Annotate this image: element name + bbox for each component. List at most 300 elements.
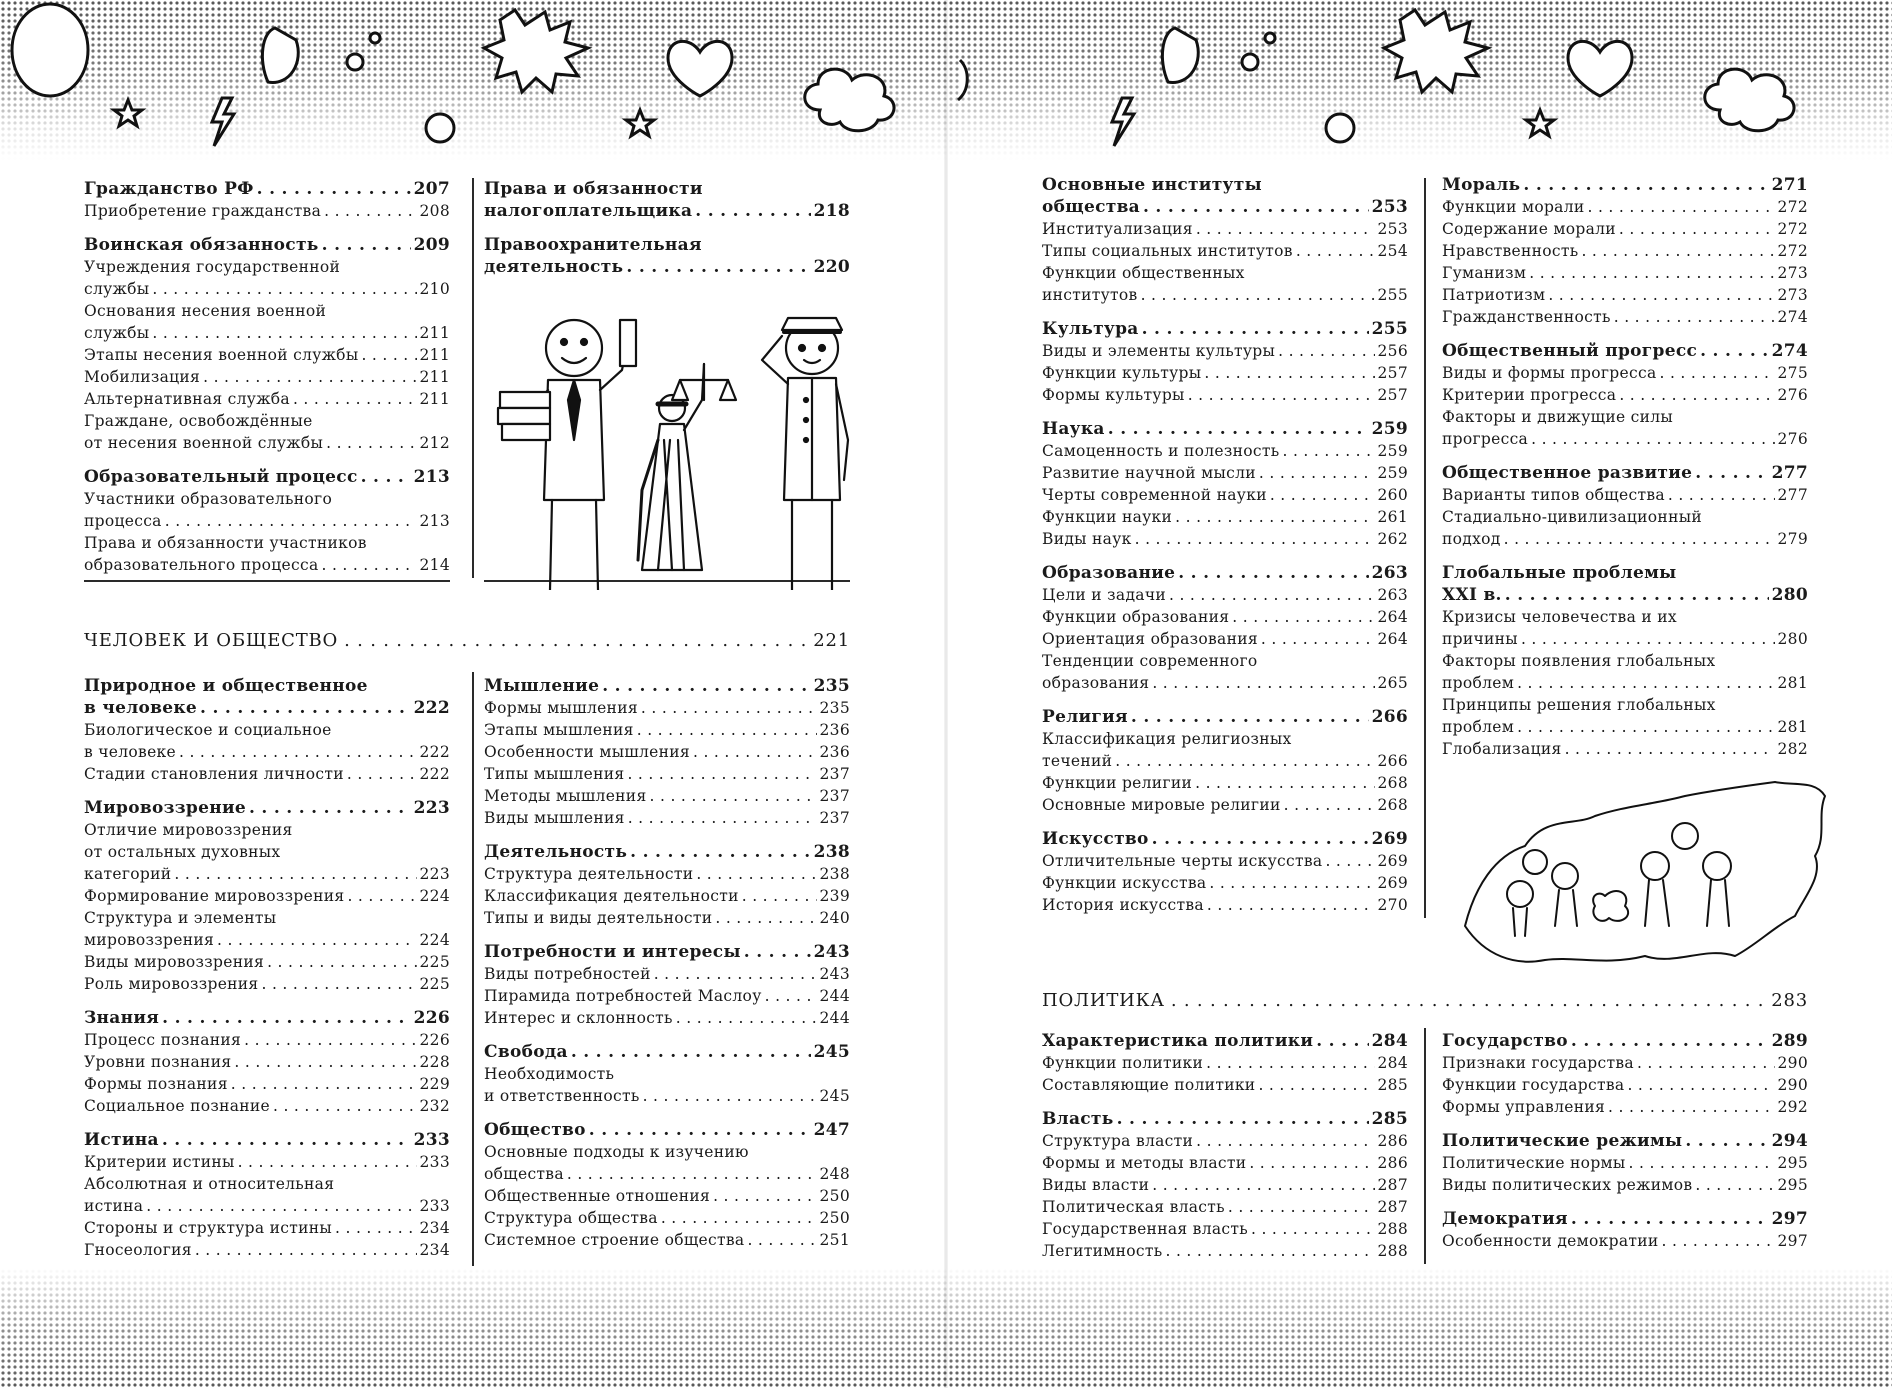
entry-page: 240 (819, 909, 850, 927)
entry-page: 245 (819, 1087, 850, 1105)
entry-page: 259 (1371, 419, 1408, 439)
entry-page: 285 (1371, 1109, 1408, 1129)
toc-entry[interactable] (484, 719, 850, 741)
toc-entry[interactable] (84, 388, 450, 410)
toc-entry[interactable] (484, 1207, 850, 1229)
toc-heading-entry[interactable] (1442, 1208, 1808, 1230)
toc-section (484, 941, 850, 1029)
toc-entry[interactable] (1442, 362, 1808, 384)
entry-page: 233 (419, 1153, 450, 1171)
entry-page: 224 (419, 887, 450, 905)
dot-leader (1700, 340, 1768, 362)
toc-entry[interactable] (1442, 218, 1808, 240)
toc-entry[interactable] (84, 200, 450, 222)
toc-entry[interactable] (1042, 1074, 1408, 1096)
dot-leader (1209, 872, 1374, 894)
entry-page: 288 (1377, 1220, 1408, 1238)
dot-leader (1695, 1174, 1774, 1196)
toc-entry[interactable] (84, 885, 450, 907)
entry-page: 288 (1377, 1242, 1408, 1260)
dot-leader (765, 985, 817, 1007)
toc-entry[interactable] (484, 907, 850, 929)
dot-leader (628, 807, 817, 829)
toc-heading-entry[interactable] (1442, 1030, 1808, 1052)
entry-page: 220 (813, 257, 850, 277)
toc-heading-entry[interactable] (1042, 562, 1408, 584)
toc-entry[interactable] (1042, 528, 1408, 550)
toc-entry[interactable] (84, 741, 450, 763)
entry-title: образовательного процесса (84, 556, 319, 574)
star-doodle (626, 110, 654, 136)
toc-entry-line: Факторы появления глобальных (1442, 652, 1716, 670)
toc-entry[interactable] (1042, 850, 1408, 872)
entry-page: 292 (1777, 1098, 1808, 1116)
entry-page: 233 (413, 1130, 450, 1150)
dot-leader (1196, 218, 1375, 240)
entry-page: 286 (1377, 1154, 1408, 1172)
entry-title: Типы мышления (484, 765, 625, 783)
entry-title: Приобретение гражданства (84, 202, 322, 220)
dot-leader (1206, 1052, 1374, 1074)
toc-heading-entry[interactable] (1442, 584, 1808, 606)
entry-page: 280 (1771, 585, 1808, 605)
dot-leader (1251, 1218, 1375, 1240)
entry-title: Виды наук (1042, 530, 1132, 548)
toc-entry[interactable] (1042, 362, 1408, 384)
toc-entry[interactable] (84, 951, 450, 973)
toc-heading-entry[interactable] (484, 675, 850, 697)
toc-entry[interactable] (484, 807, 850, 829)
toc-heading-entry[interactable] (84, 697, 450, 719)
entry-page: 276 (1777, 386, 1808, 404)
toc-entry[interactable] (1442, 384, 1808, 406)
entry-title: Отличительные черты искусства (1042, 852, 1323, 870)
entry-page: 286 (1377, 1132, 1408, 1150)
toc-section (1042, 1030, 1408, 1096)
toc-entry[interactable] (1042, 1174, 1408, 1196)
toc-section (484, 841, 850, 929)
servant-head (546, 320, 602, 376)
dot-leader (1175, 506, 1374, 528)
entry-page: 238 (813, 842, 850, 862)
dot-leader (1517, 716, 1774, 738)
dot-leader (1325, 850, 1374, 872)
toc-entry[interactable] (1442, 716, 1808, 738)
toc-section (1042, 1108, 1408, 1262)
toc-heading-entry[interactable] (1042, 1030, 1408, 1052)
dot-leader (1296, 240, 1375, 262)
entry-title: Формирование мировоззрения (84, 887, 345, 905)
toc-entry[interactable] (1442, 196, 1808, 218)
entry-title: Методы мышления (484, 787, 647, 805)
entry-page: 259 (1377, 464, 1408, 482)
toc-heading-entry[interactable] (84, 178, 450, 200)
toc-entry[interactable] (484, 963, 850, 985)
entry-title: от несения военной службы (84, 434, 324, 452)
toc-entry[interactable] (1042, 440, 1408, 462)
toc-entry[interactable] (484, 1085, 850, 1107)
entry-title: Составляющие политики (1042, 1076, 1256, 1094)
entry-page: 207 (413, 179, 450, 199)
entry-page: 209 (413, 235, 450, 255)
entry-page: 245 (813, 1042, 850, 1062)
toc-entry[interactable] (1442, 1096, 1808, 1118)
toc-heading-entry[interactable] (1042, 196, 1408, 218)
part-heading-politics[interactable] (1042, 990, 1808, 1011)
toc-entry[interactable] (1442, 738, 1808, 760)
toc-heading-entry[interactable] (484, 1041, 850, 1063)
toc-entry[interactable] (84, 510, 450, 532)
entry-title: Институализация (1042, 220, 1193, 238)
toc-entry[interactable] (84, 763, 450, 785)
toc-entry[interactable] (84, 1029, 450, 1051)
toc-section (84, 675, 450, 785)
dot-leader (696, 863, 816, 885)
dot-leader (1188, 384, 1375, 406)
entry-page: 237 (819, 765, 850, 783)
toc-section (484, 675, 850, 829)
entry-title: институтов (1042, 286, 1138, 304)
toc-entry[interactable] (484, 785, 850, 807)
dot-leader (344, 630, 807, 651)
entry-title: Формы мышления (484, 699, 638, 717)
circle-doodle (1242, 54, 1258, 70)
toc-entry[interactable] (484, 741, 850, 763)
toc-heading-entry[interactable] (484, 1119, 850, 1141)
toc-entry[interactable] (484, 1229, 850, 1251)
toc-entry[interactable] (84, 1195, 450, 1217)
entry-page: 282 (1777, 740, 1808, 758)
entry-page: 273 (1777, 264, 1808, 282)
entry-page: 239 (819, 887, 850, 905)
dot-leader (713, 1185, 816, 1207)
toc-heading-entry[interactable] (1042, 418, 1408, 440)
dot-leader (654, 963, 817, 985)
toc-entry[interactable] (1442, 628, 1808, 650)
toc-entry[interactable] (84, 344, 450, 366)
entry-title: Формы познания (84, 1075, 228, 1093)
dot-leader (1108, 418, 1369, 440)
dot-leader (1169, 584, 1374, 606)
toc-entry[interactable] (1442, 672, 1808, 694)
toc-heading-entry[interactable] (1442, 174, 1808, 196)
toc-heading-entry[interactable] (1442, 340, 1808, 362)
entry-title: Формы и методы власти (1042, 1154, 1247, 1172)
part-heading-human-society[interactable] (84, 630, 850, 651)
entry-title: Особенности демократии (1442, 1232, 1659, 1250)
toc-entry[interactable] (84, 1095, 450, 1117)
entry-page: 295 (1777, 1154, 1808, 1172)
toc-entry[interactable] (1442, 240, 1808, 262)
entry-page: 211 (419, 346, 450, 364)
toc-entry-line: Принципы решения глобальных (1442, 696, 1716, 714)
dot-leader (1228, 1196, 1375, 1218)
dot-leader (1581, 240, 1774, 262)
dot-leader (152, 278, 416, 300)
entry-title: Наука (1042, 419, 1105, 439)
toc-entry[interactable] (1442, 1152, 1808, 1174)
toc-heading-entry[interactable] (1042, 828, 1408, 850)
toc-entry[interactable] (1442, 528, 1808, 550)
toc-entry[interactable] (484, 863, 850, 885)
toc-entry[interactable] (1042, 584, 1408, 606)
entry-page: 218 (813, 201, 850, 221)
dot-leader (1270, 484, 1375, 506)
entry-page: 263 (1377, 586, 1408, 604)
toc-section (484, 178, 850, 222)
toc-entry-line: Отличие мировоззрения (84, 821, 293, 839)
toc-entry[interactable] (1442, 284, 1808, 306)
toc-entry[interactable] (1042, 794, 1408, 816)
entry-title: Виды политических режимов (1442, 1176, 1693, 1194)
toc-heading-entry[interactable] (1042, 318, 1408, 340)
dot-leader (1178, 562, 1368, 584)
entry-title: Гражданство РФ (84, 179, 254, 199)
toc-heading-entry[interactable] (484, 941, 850, 963)
toc-heading-entry[interactable] (84, 1007, 450, 1029)
toc-entry[interactable] (84, 554, 450, 576)
entry-title: Ориентация образования (1042, 630, 1258, 648)
toc-entry[interactable] (484, 885, 850, 907)
entry-page: 235 (819, 699, 850, 717)
toc-entry-line: Необходимость (484, 1065, 615, 1083)
part-title: ЧЕЛОВЕК И ОБЩЕСТВО (84, 630, 339, 651)
entry-page: 222 (419, 765, 450, 783)
toc-entry[interactable] (84, 929, 450, 951)
toc-heading-entry[interactable] (484, 841, 850, 863)
entry-title: Системное строение общества (484, 1231, 745, 1249)
toc-heading-entry[interactable] (484, 200, 850, 222)
entry-page: 224 (419, 931, 450, 949)
toc-section (1042, 562, 1408, 694)
toc-entry[interactable] (84, 863, 450, 885)
dot-leader (1565, 738, 1775, 760)
dot-leader (602, 675, 810, 697)
toc-entry[interactable] (484, 697, 850, 719)
dot-leader (693, 741, 817, 763)
entry-page: 272 (1777, 220, 1808, 238)
dot-leader (1196, 1130, 1374, 1152)
entry-title: Деятельность (484, 842, 628, 862)
toc-entry[interactable] (484, 1007, 850, 1029)
dot-leader (1259, 462, 1375, 484)
entry-title: Религия (1042, 707, 1128, 727)
russia-map-children-illustration (1455, 776, 1835, 976)
toc-entry[interactable] (84, 973, 450, 995)
entry-title: Легитимность (1042, 1242, 1163, 1260)
entry-page: 211 (419, 390, 450, 408)
drop-doodle (1162, 28, 1198, 82)
toc-entry[interactable] (1042, 628, 1408, 650)
toc-section (1442, 1208, 1808, 1252)
toc-heading-entry[interactable] (84, 234, 450, 256)
entry-title: общества (1042, 197, 1140, 217)
entry-page: 243 (819, 965, 850, 983)
toc-entry[interactable] (84, 1239, 450, 1261)
dot-leader (249, 797, 411, 819)
toc-entry[interactable] (1042, 462, 1408, 484)
dot-leader (1261, 628, 1375, 650)
toc-entry[interactable] (84, 322, 450, 344)
entry-page: 232 (419, 1097, 450, 1115)
toc-entry[interactable] (84, 432, 450, 454)
entry-page: 226 (413, 1008, 450, 1028)
entry-title: Интерес и склонность (484, 1009, 673, 1027)
entry-title: течений (1042, 752, 1113, 770)
toc-entry[interactable] (484, 1185, 850, 1207)
entry-title: Виды и формы прогресса (1442, 364, 1657, 382)
entry-page: 290 (1777, 1054, 1808, 1072)
dot-leader (195, 1239, 417, 1261)
toc-entry[interactable] (1042, 1196, 1408, 1218)
toc-entry[interactable] (1042, 750, 1408, 772)
dot-leader (200, 697, 411, 719)
toc-entry[interactable] (1042, 872, 1408, 894)
dot-leader (1614, 306, 1775, 328)
entry-page: 274 (1777, 308, 1808, 326)
toc-entry[interactable] (84, 1073, 450, 1095)
entry-title: Функции образования (1042, 608, 1230, 626)
toc-entry[interactable] (1442, 484, 1808, 506)
dot-leader (1517, 672, 1774, 694)
toc-entry[interactable] (84, 1217, 450, 1239)
entry-title: Виды мышления (484, 809, 625, 827)
entry-page: 212 (419, 434, 450, 452)
entry-title: службы (84, 324, 150, 342)
dot-leader (744, 941, 811, 963)
toc-entry[interactable] (84, 366, 450, 388)
entry-title: проблем (1442, 674, 1515, 692)
entry-page: 264 (1377, 630, 1408, 648)
dot-leader (626, 256, 810, 278)
toc-entry[interactable] (1042, 606, 1408, 628)
toc-heading-entry[interactable] (84, 1129, 450, 1151)
toc-section (1442, 174, 1808, 328)
entry-title: деятельность (484, 257, 624, 277)
book-gutter (944, 0, 948, 1388)
toc-entry-line: Стадиально-цивилизационный (1442, 508, 1702, 526)
entry-title: Общество (484, 1120, 586, 1140)
entry-title: Стороны и структура истины (84, 1219, 333, 1237)
toc-entry[interactable] (1042, 1130, 1408, 1152)
toc-entry[interactable] (1042, 240, 1408, 262)
toc-heading-entry[interactable] (1042, 706, 1408, 728)
entry-page: 268 (1377, 774, 1408, 792)
toc-entry[interactable] (84, 1051, 450, 1073)
toc-entry[interactable] (1042, 506, 1408, 528)
toc-entry[interactable] (1442, 262, 1808, 284)
toc-section (484, 1041, 850, 1107)
entry-page: 244 (819, 987, 850, 1005)
toc-entry[interactable] (1042, 484, 1408, 506)
entry-page: 244 (819, 1009, 850, 1027)
toc-section (1042, 318, 1408, 406)
dot-leader (1152, 672, 1374, 694)
toc-entry[interactable] (484, 763, 850, 785)
dot-leader (1637, 1052, 1775, 1074)
entry-title: Демократия (1442, 1209, 1568, 1229)
toc-entry[interactable] (84, 1151, 450, 1173)
toc-heading-entry[interactable] (84, 797, 450, 819)
toc-heading-entry[interactable] (1442, 1130, 1808, 1152)
column-rule (472, 178, 474, 578)
toc-entry[interactable] (1042, 384, 1408, 406)
entry-title: Особенности мышления (484, 743, 690, 761)
dot-leader (1141, 284, 1375, 306)
toc-entry[interactable] (484, 1163, 850, 1185)
toc-entry[interactable] (1042, 1240, 1408, 1262)
toc-entry[interactable] (1042, 340, 1408, 362)
toc-section (1042, 418, 1408, 550)
toc-entry[interactable] (1042, 1052, 1408, 1074)
entry-page: 280 (1777, 630, 1808, 648)
toc-entry[interactable] (1042, 218, 1408, 240)
entry-title: Роль мировоззрения (84, 975, 259, 993)
toc-entry[interactable] (1042, 1218, 1408, 1240)
circle-doodle (370, 33, 380, 43)
toc-entry[interactable] (1042, 772, 1408, 794)
entry-page: 223 (413, 798, 450, 818)
entry-page: 284 (1377, 1054, 1408, 1072)
toc-entry-line: Функции общественных (1042, 264, 1245, 282)
circle-doodle (347, 54, 363, 70)
entry-page: 275 (1777, 364, 1808, 382)
toc-entry[interactable] (1442, 1052, 1808, 1074)
toc-entry[interactable] (1442, 428, 1808, 450)
entry-page: 295 (1777, 1176, 1808, 1194)
toc-entry[interactable] (1442, 1074, 1808, 1096)
toc-entry[interactable] (484, 985, 850, 1007)
dot-leader (179, 741, 416, 763)
dot-leader (335, 1217, 416, 1239)
toc-entry[interactable] (1042, 284, 1408, 306)
entry-title: Общественное развитие (1442, 463, 1693, 483)
dot-leader (234, 1051, 416, 1073)
toc-heading-entry[interactable] (1442, 462, 1808, 484)
toc-entry[interactable] (1042, 894, 1408, 916)
column-rule (472, 672, 474, 1266)
entry-title: Формы культуры (1042, 386, 1185, 404)
dot-leader (162, 1007, 410, 1029)
toc-entry[interactable] (84, 278, 450, 300)
entry-title: процесса (84, 512, 162, 530)
bubble-doodle (12, 4, 88, 96)
toc-entry[interactable] (1442, 306, 1808, 328)
toc-entry[interactable] (1042, 672, 1408, 694)
column-rule (1424, 1028, 1426, 1264)
toc-entry-line: Биологическое и социальное (84, 721, 332, 739)
entry-page: 213 (413, 467, 450, 487)
toc-section (84, 466, 450, 576)
toc-entry[interactable] (1442, 1174, 1808, 1196)
entry-page: 264 (1377, 608, 1408, 626)
entry-title: Общественный прогресс (1442, 341, 1698, 361)
entry-page: 285 (1377, 1076, 1408, 1094)
toc-heading-entry[interactable] (84, 466, 450, 488)
dot-leader (627, 763, 816, 785)
toc-heading-line: Природное и общественное (84, 676, 368, 696)
toc-section (1042, 174, 1408, 306)
toc-heading-entry[interactable] (1042, 1108, 1408, 1130)
drop-doodle (262, 28, 298, 82)
entry-page: 234 (419, 1241, 450, 1259)
toc-entry[interactable] (1442, 1230, 1808, 1252)
toc-entry[interactable] (1042, 1152, 1408, 1174)
toc-heading-entry[interactable] (484, 256, 850, 278)
entry-page: 273 (1777, 286, 1808, 304)
entry-title: Свобода (484, 1042, 568, 1062)
entry-page: 268 (1377, 796, 1408, 814)
